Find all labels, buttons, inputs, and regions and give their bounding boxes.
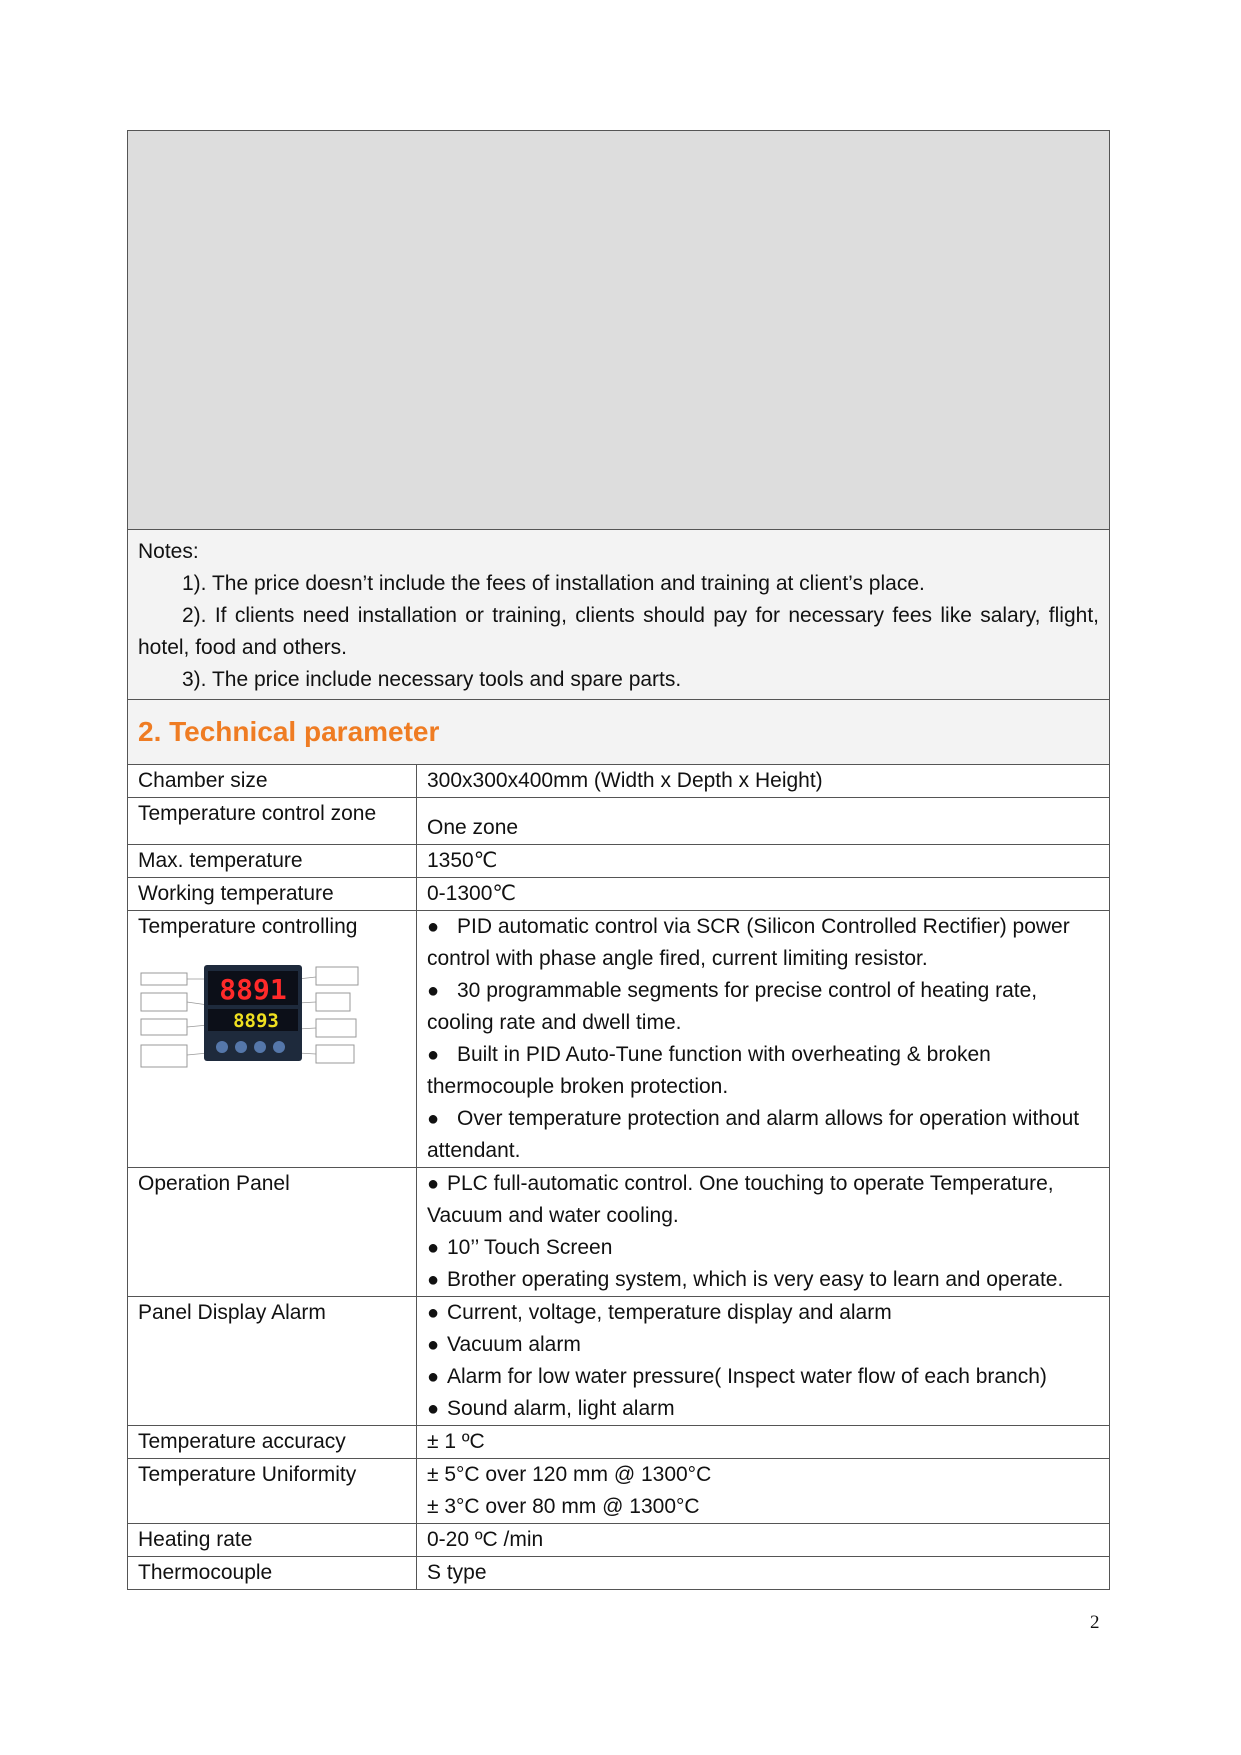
list-item: ● Sound alarm, light alarm	[427, 1393, 1099, 1425]
list-item: ● Current, voltage, temperature display and alarm	[427, 1297, 1099, 1329]
param-label: Temperature accuracy	[128, 1426, 417, 1459]
section-row	[128, 700, 1110, 765]
table-row	[128, 911, 1110, 1168]
page-number: 2	[1090, 1612, 1100, 1633]
notes-cell	[128, 530, 1110, 700]
list-item: ● Alarm for low water pressure( Inspect water flow of each branch)	[427, 1361, 1099, 1393]
bullet-icon: ●	[427, 916, 440, 938]
notes-item-1: 1). The price doesn’t include the fees of installation and training at client’s place.	[182, 572, 925, 595]
list-item: ● 10’’ Touch Screen	[427, 1232, 1099, 1264]
param-label: Working temperature	[128, 878, 417, 911]
list-item: ● Vacuum alarm	[427, 1329, 1099, 1361]
list-item: ● Built in PID Auto-Tune function with overheating & broken thermocouple broken protection.	[427, 1039, 1099, 1103]
param-label: Panel Display Alarm	[128, 1297, 417, 1426]
bullet-icon: ●	[427, 1237, 440, 1259]
list-item: ● PID automatic control via SCR (Silicon Controlled Rectifier) power control with phase angle fired, current limiting resistor.	[427, 911, 1099, 975]
bullet-icon: ●	[427, 1269, 440, 1291]
param-label: Thermocouple	[128, 1557, 417, 1590]
notes-item-2: 2). If clients need installation or training, clients should pay for necessary fees like salary, flight, hotel, food and others.	[138, 604, 1099, 659]
bullet-icon: ●	[427, 1302, 440, 1324]
param-value-cell	[417, 911, 1110, 1168]
controller-pv-display: 8891	[219, 973, 287, 1006]
section-cell	[128, 700, 1110, 765]
document-table	[127, 130, 1110, 1590]
param-label: Heating rate	[128, 1524, 417, 1557]
bullet-icon: ●	[427, 1334, 440, 1356]
temperature-controller-image	[138, 963, 368, 1081]
params-table	[128, 765, 1110, 1590]
param-value: S type	[417, 1557, 1110, 1590]
image-placeholder	[128, 131, 1110, 530]
param-label: Temperature control zone	[128, 798, 417, 845]
table-row	[128, 845, 1110, 878]
param-value: ± 3°C over 80 mm @ 1300°C	[427, 1495, 700, 1518]
param-label: Max. temperature	[128, 845, 417, 878]
bullet-icon: ●	[427, 1366, 440, 1388]
param-value: ± 1 ºC	[417, 1426, 1110, 1459]
param-value-cell	[417, 1168, 1110, 1297]
param-value-cell	[417, 1459, 1110, 1524]
notes-row	[128, 530, 1110, 700]
table-row	[128, 1297, 1110, 1426]
table-row	[128, 1557, 1110, 1590]
table-row	[128, 1168, 1110, 1297]
list-item: ● 30 programmable segments for precise control of heating rate, cooling rate and dwell time.	[427, 975, 1099, 1039]
bullet-icon: ●	[427, 1044, 440, 1066]
param-label-cell	[128, 911, 417, 1168]
list-item: ● PLC full-automatic control. One touching to operate Temperature, Vacuum and water cooling.	[427, 1168, 1099, 1232]
notes-heading: Notes:	[138, 540, 199, 563]
param-value: 0-1300℃	[417, 878, 1110, 911]
param-value: ± 5°C over 120 mm @ 1300°C	[427, 1463, 712, 1486]
param-label: Chamber size	[128, 765, 417, 798]
table-row	[128, 878, 1110, 911]
controller-sv-display: 8893	[233, 1010, 279, 1032]
notes-item-3: 3). The price include necessary tools and spare parts.	[182, 668, 682, 691]
table-row	[128, 1524, 1110, 1557]
table-row	[128, 1459, 1110, 1524]
param-value: 0-20 ºC /min	[417, 1524, 1110, 1557]
bullet-icon: ●	[427, 980, 440, 1002]
bullet-icon: ●	[427, 1398, 440, 1420]
list-item: ● Brother operating system, which is very easy to learn and operate.	[427, 1264, 1099, 1296]
table-row	[128, 765, 1110, 798]
section-title: 2. Technical parameter	[138, 716, 440, 747]
param-value: 300x300x400mm (Width x Depth x Height)	[417, 765, 1110, 798]
param-label: Temperature Uniformity	[128, 1459, 417, 1524]
list-item: ● Over temperature protection and alarm allows for operation without attendant.	[427, 1103, 1099, 1167]
bullet-icon: ●	[427, 1108, 440, 1130]
param-value: One zone	[417, 798, 1110, 845]
image-placeholder-row	[128, 131, 1110, 530]
bullet-icon: ●	[427, 1173, 440, 1195]
param-value-cell	[417, 1297, 1110, 1426]
param-label: Operation Panel	[128, 1168, 417, 1297]
table-row	[128, 1426, 1110, 1459]
param-label: Temperature controlling	[138, 915, 358, 938]
table-row	[128, 798, 1110, 845]
param-value: 1350℃	[417, 845, 1110, 878]
